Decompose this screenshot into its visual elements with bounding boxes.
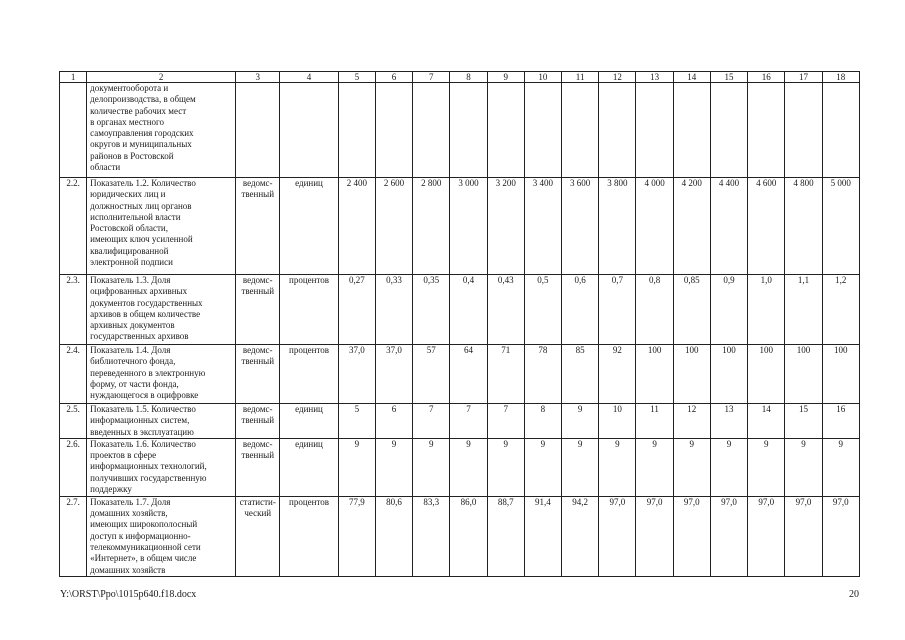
year-value: 0,5 xyxy=(524,275,561,345)
year-value: 88,7 xyxy=(487,496,524,576)
year-value: 100 xyxy=(673,345,710,404)
unit-of-measure: процентов xyxy=(280,345,338,404)
year-value: 9 xyxy=(413,438,450,496)
indicator-description: Показатель 1.5. Количество информационных систем, введенных в эксплуатацию xyxy=(87,404,236,439)
column-header: 15 xyxy=(710,72,747,83)
year-value: 0,85 xyxy=(673,275,710,345)
year-value: 13 xyxy=(710,404,747,439)
row-number: 2.3. xyxy=(60,275,87,345)
year-value xyxy=(636,83,673,178)
year-value: 9 xyxy=(487,438,524,496)
year-value: 71 xyxy=(487,345,524,404)
row-number: 2.6. xyxy=(60,438,87,496)
data-source: статисти- ческий xyxy=(236,496,280,576)
year-value xyxy=(524,83,561,178)
column-header: 2 xyxy=(87,72,236,83)
year-value: 97,0 xyxy=(599,496,636,576)
row-number: 2.7. xyxy=(60,496,87,576)
year-value xyxy=(413,83,450,178)
year-value: 9 xyxy=(636,438,673,496)
year-value: 0,9 xyxy=(710,275,747,345)
table-body xyxy=(60,72,860,577)
year-value: 64 xyxy=(450,345,487,404)
year-value: 9 xyxy=(450,438,487,496)
year-value: 8 xyxy=(524,404,561,439)
page-number: 20 xyxy=(849,589,859,600)
year-value: 97,0 xyxy=(636,496,673,576)
year-value: 9 xyxy=(673,438,710,496)
unit-of-measure: процентов xyxy=(280,275,338,345)
year-value xyxy=(599,83,636,178)
year-value: 80,6 xyxy=(375,496,412,576)
table-row xyxy=(60,438,860,496)
column-header: 10 xyxy=(524,72,561,83)
year-value: 100 xyxy=(710,345,747,404)
year-value: 7 xyxy=(450,404,487,439)
row-number: 2.5. xyxy=(60,404,87,439)
file-path-footer: Y:\ORST\Ppo\1015p640.f18.docx xyxy=(60,589,197,600)
column-header: 16 xyxy=(748,72,785,83)
year-value: 94,2 xyxy=(562,496,599,576)
year-value: 37,0 xyxy=(338,345,375,404)
year-value xyxy=(487,83,524,178)
data-source xyxy=(236,83,280,178)
table-row xyxy=(60,83,860,178)
year-value: 0,43 xyxy=(487,275,524,345)
year-value: 9 xyxy=(599,438,636,496)
table-row xyxy=(60,404,860,439)
year-value: 14 xyxy=(748,404,785,439)
year-value: 100 xyxy=(636,345,673,404)
column-header: 12 xyxy=(599,72,636,83)
year-value: 0,4 xyxy=(450,275,487,345)
year-value: 2 800 xyxy=(413,178,450,275)
unit-of-measure: единиц xyxy=(280,178,338,275)
year-value xyxy=(710,83,747,178)
year-value: 92 xyxy=(599,345,636,404)
data-source: ведомс- твенный xyxy=(236,345,280,404)
data-source: ведомс- твенный xyxy=(236,438,280,496)
year-value xyxy=(748,83,785,178)
indicator-description: Показатель 1.3. Доля оцифрованных архивных документов государственных архивов в общем количестве архивных документов государственных архивов xyxy=(87,275,236,345)
unit-of-measure: единиц xyxy=(280,404,338,439)
year-value: 77,9 xyxy=(338,496,375,576)
year-value: 100 xyxy=(822,345,859,404)
year-value: 86,0 xyxy=(450,496,487,576)
unit-of-measure: процентов xyxy=(280,496,338,576)
column-header: 4 xyxy=(280,72,338,83)
data-source: ведомс- твенный xyxy=(236,275,280,345)
year-value: 0,6 xyxy=(562,275,599,345)
column-header: 7 xyxy=(413,72,450,83)
indicator-description: Показатель 1.4. Доля библиотечного фонда, переведенного в электронную форму, от части фонда, нуждающегося в оцифровке xyxy=(87,345,236,404)
year-value: 9 xyxy=(822,438,859,496)
year-value: 2 400 xyxy=(338,178,375,275)
year-value: 97,0 xyxy=(748,496,785,576)
table-row xyxy=(60,345,860,404)
year-value: 83,3 xyxy=(413,496,450,576)
year-value: 3 000 xyxy=(450,178,487,275)
year-value: 5 000 xyxy=(822,178,859,275)
year-value: 0,33 xyxy=(375,275,412,345)
year-value: 37,0 xyxy=(375,345,412,404)
indicator-table xyxy=(59,71,860,577)
row-number: 2.2. xyxy=(60,178,87,275)
year-value: 3 600 xyxy=(562,178,599,275)
column-header: 1 xyxy=(60,72,87,83)
year-value: 9 xyxy=(562,438,599,496)
year-value: 4 800 xyxy=(785,178,822,275)
indicator-description: Показатель 1.2. Количество юридических лиц и должностных лиц органов исполнительной власти Ростовской области, имеющих ключ усиленной квалифицированной электронной подписи xyxy=(87,178,236,275)
column-header: 14 xyxy=(673,72,710,83)
year-value: 9 xyxy=(785,438,822,496)
year-value xyxy=(785,83,822,178)
column-header: 5 xyxy=(338,72,375,83)
year-value: 7 xyxy=(487,404,524,439)
unit-of-measure: единиц xyxy=(280,438,338,496)
table-row xyxy=(60,178,860,275)
table-row xyxy=(60,275,860,345)
column-header: 11 xyxy=(562,72,599,83)
year-value: 6 xyxy=(375,404,412,439)
column-header: 17 xyxy=(785,72,822,83)
row-number xyxy=(60,83,87,178)
year-value: 97,0 xyxy=(710,496,747,576)
year-value: 5 xyxy=(338,404,375,439)
year-value: 57 xyxy=(413,345,450,404)
year-value: 12 xyxy=(673,404,710,439)
year-value: 16 xyxy=(822,404,859,439)
year-value: 0,27 xyxy=(338,275,375,345)
year-value: 1,2 xyxy=(822,275,859,345)
year-value: 9 xyxy=(375,438,412,496)
year-value: 85 xyxy=(562,345,599,404)
year-value: 100 xyxy=(785,345,822,404)
year-value: 11 xyxy=(636,404,673,439)
data-source: ведомс- твенный xyxy=(236,178,280,275)
year-value xyxy=(562,83,599,178)
year-value: 0,35 xyxy=(413,275,450,345)
unit-of-measure xyxy=(280,83,338,178)
year-value: 9 xyxy=(524,438,561,496)
year-value xyxy=(338,83,375,178)
column-header: 8 xyxy=(450,72,487,83)
year-value: 4 000 xyxy=(636,178,673,275)
year-value: 10 xyxy=(599,404,636,439)
year-value: 9 xyxy=(710,438,747,496)
indicator-description: Показатель 1.6. Количество проектов в сфере информационных технологий, получивших государственную поддержку xyxy=(87,438,236,496)
table-row xyxy=(60,496,860,576)
year-value: 3 200 xyxy=(487,178,524,275)
column-header: 9 xyxy=(487,72,524,83)
column-header: 3 xyxy=(236,72,280,83)
year-value: 1,1 xyxy=(785,275,822,345)
year-value: 97,0 xyxy=(673,496,710,576)
year-value: 3 800 xyxy=(599,178,636,275)
year-value: 4 600 xyxy=(748,178,785,275)
year-value: 0,7 xyxy=(599,275,636,345)
year-value: 100 xyxy=(748,345,785,404)
year-value xyxy=(450,83,487,178)
year-value xyxy=(375,83,412,178)
year-value: 3 400 xyxy=(524,178,561,275)
header-row xyxy=(60,72,860,83)
year-value: 97,0 xyxy=(785,496,822,576)
year-value xyxy=(822,83,859,178)
indicator-description: Показатель 1.7. Доля домашних хозяйств, имеющих широкополосный доступ к информационно- телекоммуникационной сети «Интернет», в общем числе домашних хозяйств xyxy=(87,496,236,576)
year-value: 15 xyxy=(785,404,822,439)
year-value: 91,4 xyxy=(524,496,561,576)
row-number: 2.4. xyxy=(60,345,87,404)
year-value: 9 xyxy=(748,438,785,496)
year-value: 0,8 xyxy=(636,275,673,345)
indicator-description: документооборота и делопроизводства, в общем количестве рабочих мест в органах местного самоуправления городских округов и муниципальных районов в Ростовской области xyxy=(87,83,236,178)
year-value: 78 xyxy=(524,345,561,404)
year-value xyxy=(673,83,710,178)
column-header: 13 xyxy=(636,72,673,83)
year-value: 4 400 xyxy=(710,178,747,275)
year-value: 2 600 xyxy=(375,178,412,275)
column-header: 18 xyxy=(822,72,859,83)
year-value: 97,0 xyxy=(822,496,859,576)
data-source: ведомс- твенный xyxy=(236,404,280,439)
column-header: 6 xyxy=(375,72,412,83)
year-value: 9 xyxy=(562,404,599,439)
year-value: 1,0 xyxy=(748,275,785,345)
year-value: 7 xyxy=(413,404,450,439)
year-value: 4 200 xyxy=(673,178,710,275)
year-value: 9 xyxy=(338,438,375,496)
